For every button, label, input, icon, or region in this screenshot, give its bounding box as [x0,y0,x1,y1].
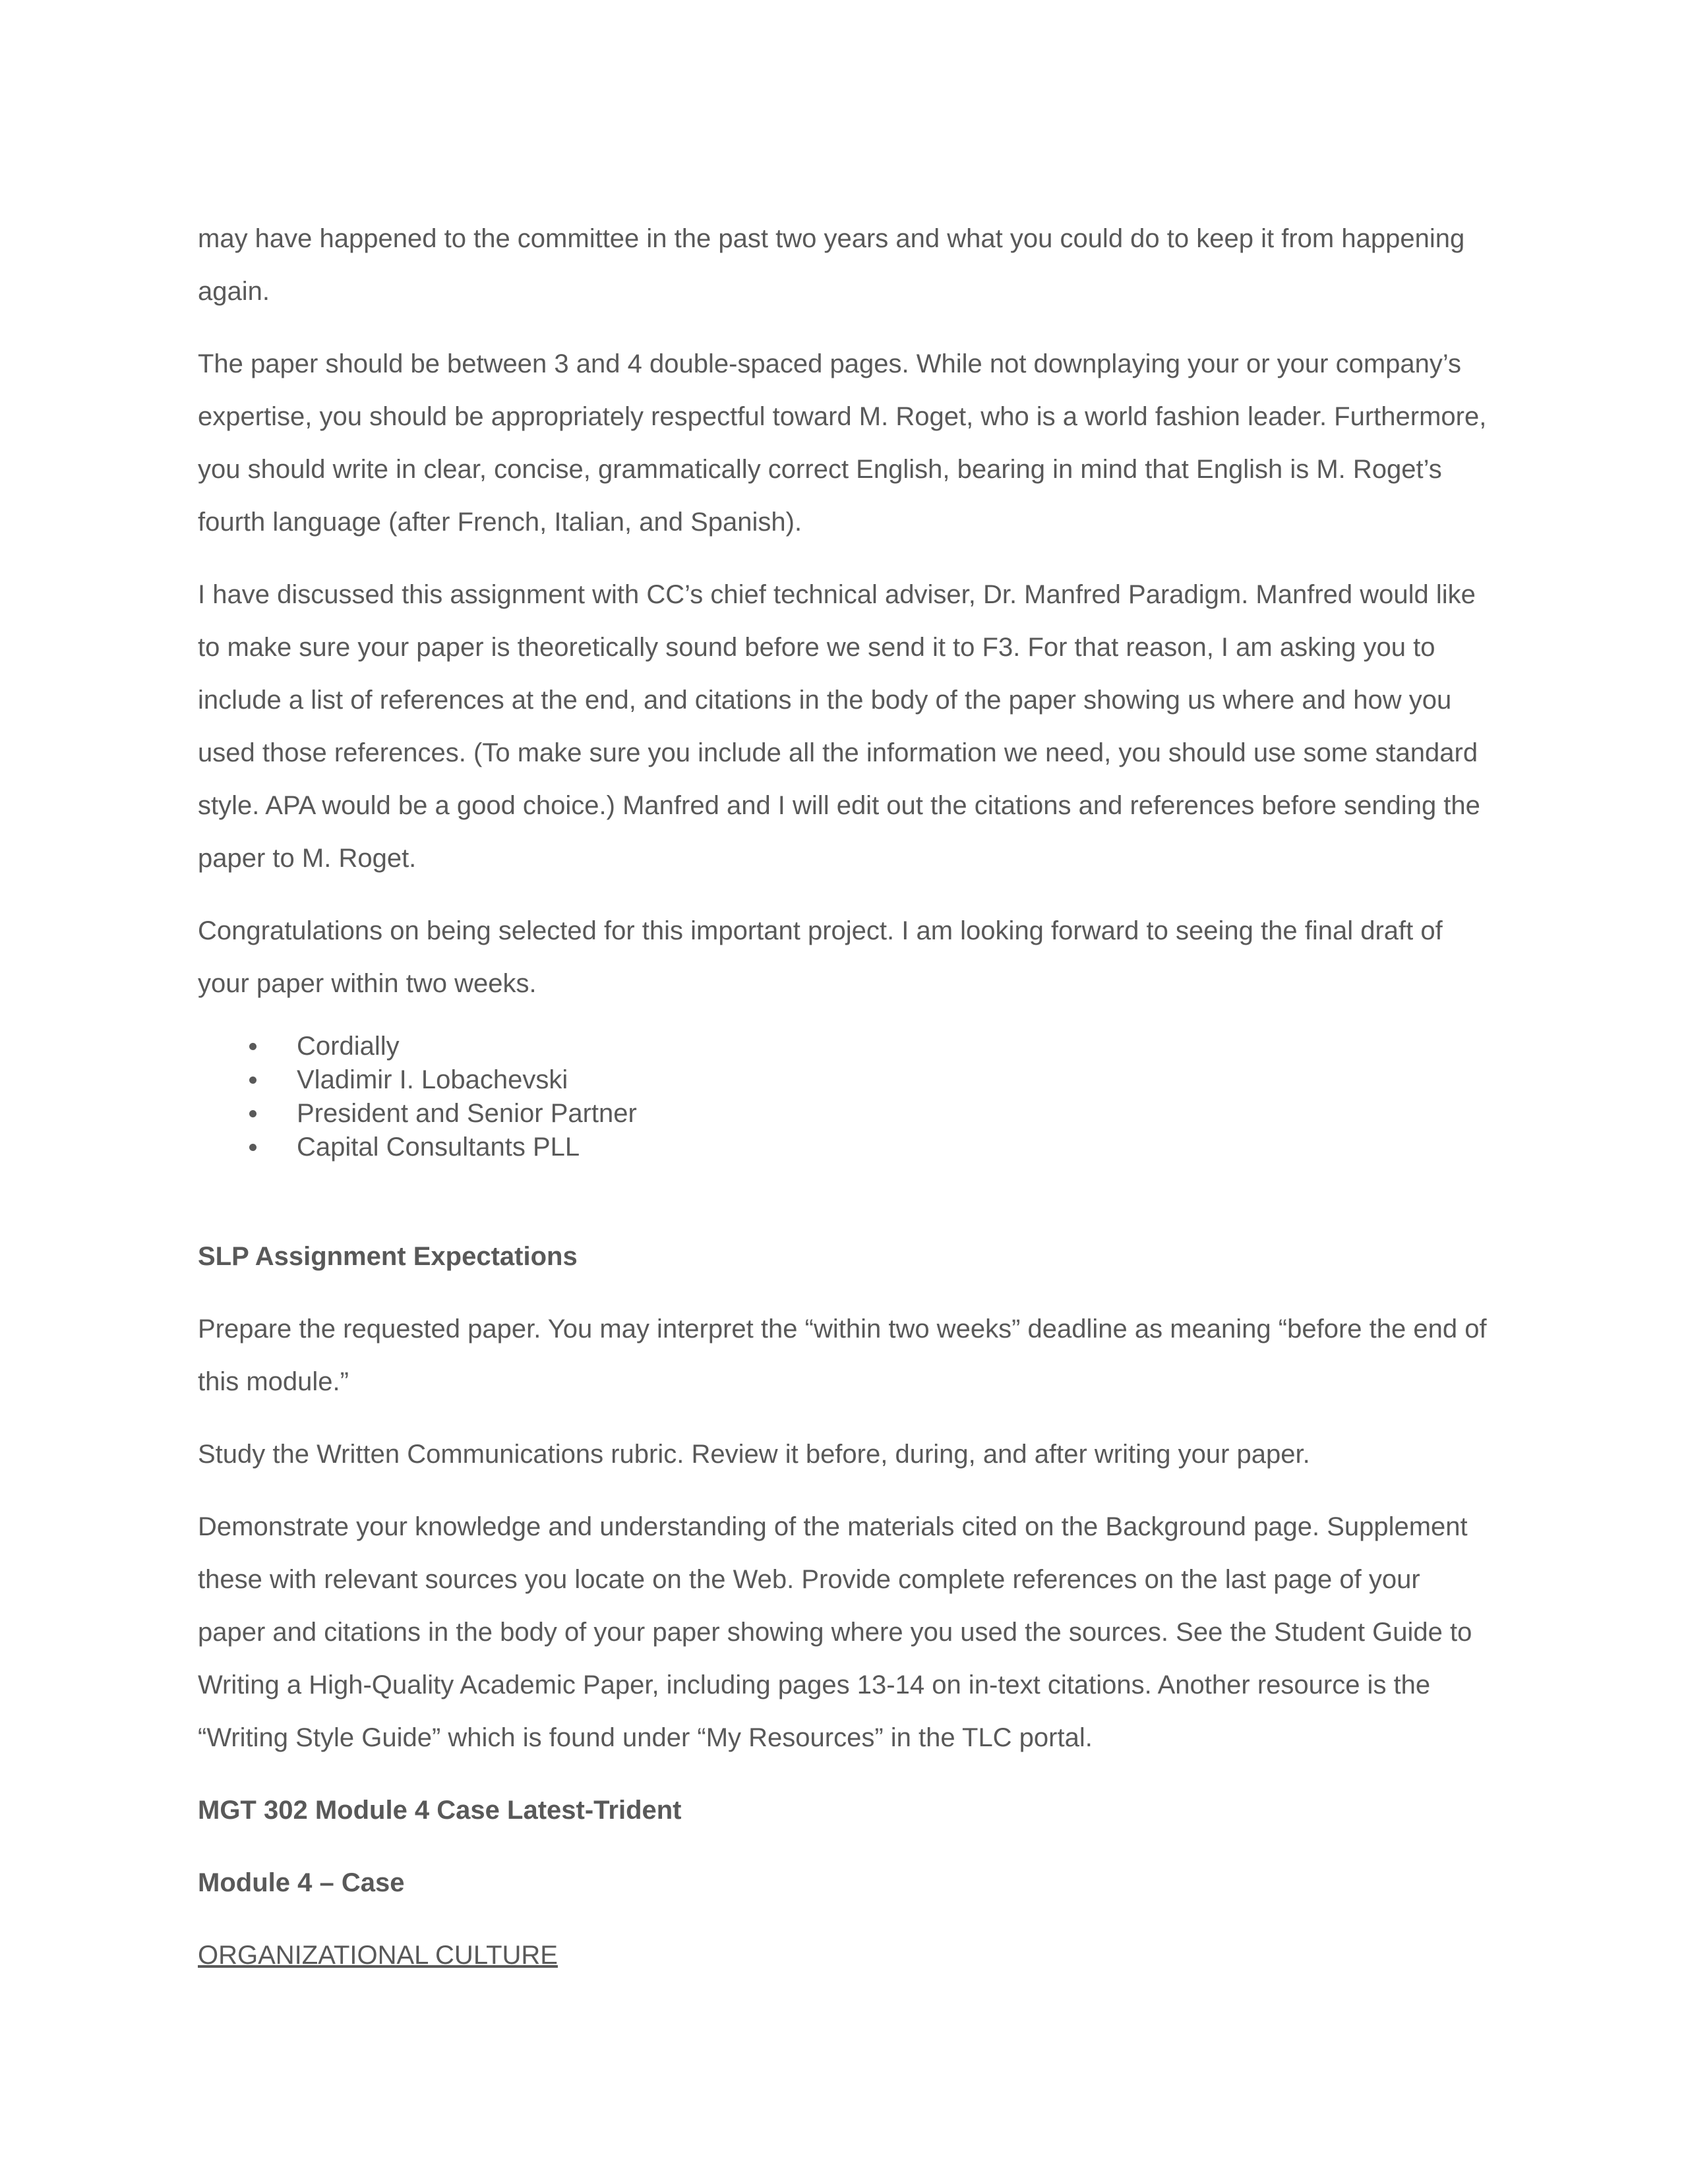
paragraph-prepare: Prepare the requested paper. You may interpret the “within two weeks” deadline as meaning “before the end of this module.” [198,1314,1487,1396]
module-heading: Module 4 – Case [198,1868,405,1897]
bullet-icon [249,1110,256,1117]
signature-item [198,1131,1490,1164]
document-page [198,212,1490,1982]
paragraph-references: I have discussed this assignment with CC’s chief technical adviser, Dr. Manfred Paradigm. Manfred would like to make sure your paper is theoretically sound before we send it to F3. For that reason, I am asking you to include a list of references at the end, and citations in the body of the paper showing us where and how you used those references. (To make sure you include all the information we need, you should use some standard style. APA would be a good choice.) Manfred and I will edit out the citations and references before sending the paper to M. Roget. [198,580,1480,873]
signature-text: Vladimir I. Lobachevski [297,1065,568,1094]
bullet-icon [249,1043,256,1050]
case-heading: MGT 302 Module 4 Case Latest-Trident [198,1796,682,1825]
signature-text: Capital Consultants PLL [297,1133,580,1162]
signature-list [198,1030,1490,1164]
signature-item [198,1063,1490,1097]
signature-text: President and Senior Partner [297,1099,637,1128]
signature-item [198,1097,1490,1131]
paragraph-knowledge: Demonstrate your knowledge and understanding of the materials cited on the Background page. Supplement these with relevant sources you locate on the Web. Provide complete references on the last page of your paper and citations in the body of your paper showing where you used the sources. See the Student Guide to Writing a High-Quality Academic Paper, including pages 13-14 on in-text citations. Another resource is the “Writing Style Guide” which is found under “My Resources” in the TLC portal. [198,1512,1472,1752]
paragraph-rubric: Study the Written Communications rubric. Review it before, during, and after writing your paper. [198,1440,1310,1469]
signature-item [198,1030,1490,1063]
bullet-icon [249,1077,256,1084]
paragraph-committee: may have happened to the committee in the past two years and what you could do to keep it from happening again. [198,224,1465,306]
slp-heading: SLP Assignment Expectations [198,1242,578,1271]
culture-heading: ORGANIZATIONAL CULTURE [198,1941,558,1970]
signature-text: Cordially [297,1032,400,1061]
paragraph-paper-length: The paper should be between 3 and 4 double-spaced pages. While not downplaying your or your company’s expertise, you should be appropriately respectful toward M. Roget, who is a world fashion leader. Furthermore, you should write in clear, concise, grammatically correct English, bearing in mind that English is M. Roget’s fourth language (after French, Italian, and Spanish). [198,349,1487,537]
bullet-icon [249,1144,256,1151]
paragraph-congratulations: Congratulations on being selected for this important project. I am looking forward to seeing the final draft of your paper within two weeks. [198,916,1443,998]
